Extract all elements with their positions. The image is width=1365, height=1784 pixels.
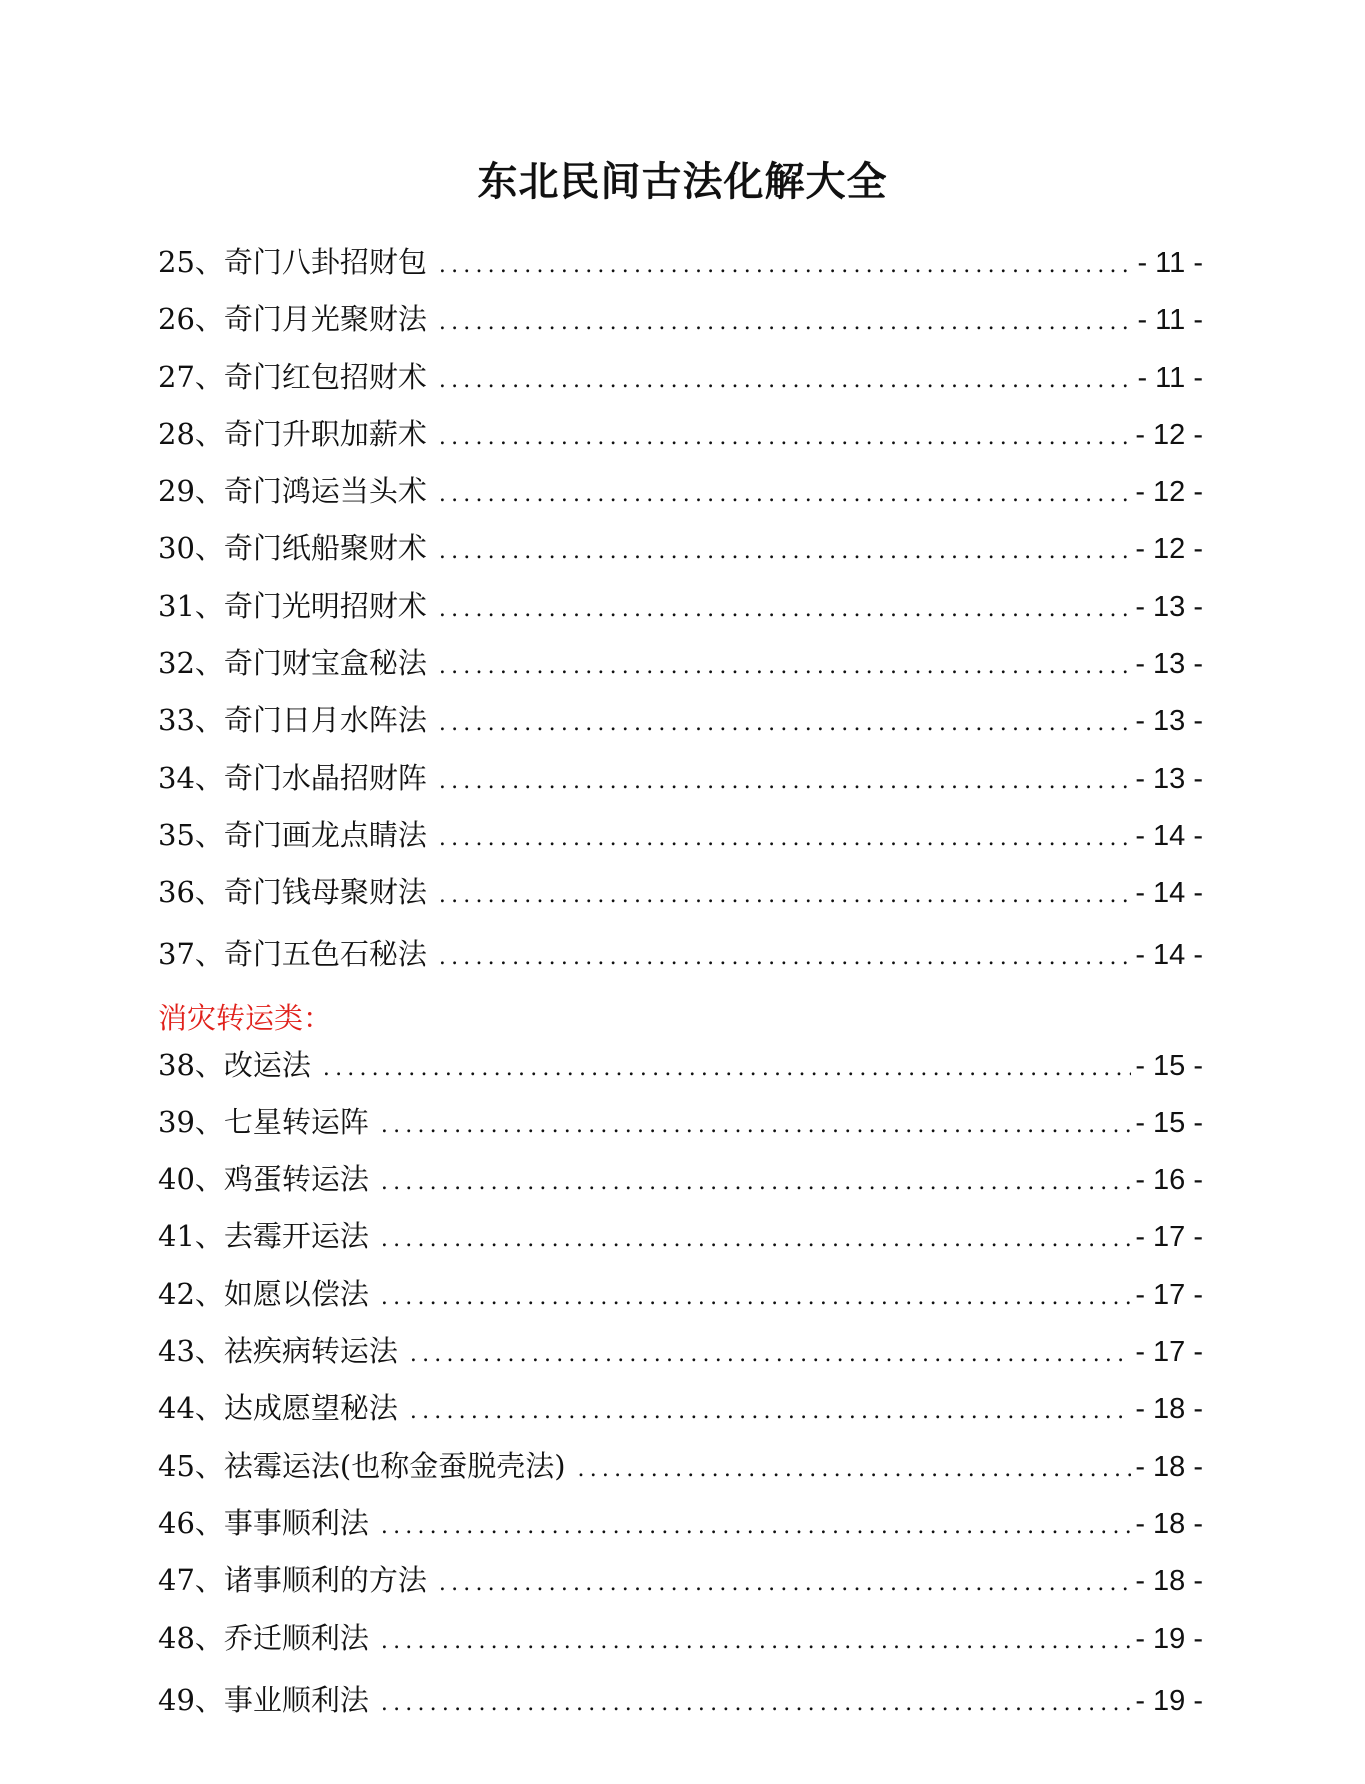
toc-entry[interactable] <box>158 698 1203 755</box>
dot-leader <box>410 1342 1131 1367</box>
toc-entry-label: 46、事事顺利法 <box>158 1505 369 1540</box>
toc-entry-page: - 18 - <box>1135 1565 1203 1598</box>
toc-entry-page: - 11 - <box>1137 361 1203 394</box>
dot-leader <box>381 1113 1131 1138</box>
toc-entry-page: - 12 - <box>1135 418 1203 451</box>
dot-leader <box>439 654 1131 679</box>
toc-entry-label: 49、事业顺利法 <box>158 1682 369 1717</box>
dot-leader <box>439 539 1131 564</box>
toc-entry[interactable] <box>158 1157 1203 1214</box>
toc-entry-page: - 17 - <box>1135 1221 1203 1254</box>
toc-entry[interactable] <box>158 1043 1203 1100</box>
dot-leader <box>381 1691 1131 1716</box>
toc-entry-page: - 18 - <box>1135 1393 1203 1426</box>
toc-entry-page: - 15 - <box>1135 1049 1203 1082</box>
toc-entry[interactable] <box>158 1678 1203 1735</box>
dot-leader <box>439 1571 1131 1596</box>
toc-entry-page: - 19 - <box>1135 1684 1203 1717</box>
toc-entry-label: 44、达成愿望秘法 <box>158 1391 398 1426</box>
toc-entry-page: - 15 - <box>1135 1106 1203 1139</box>
toc-entry[interactable] <box>158 1100 1203 1157</box>
dot-leader <box>439 253 1134 278</box>
toc-entry-label: 40、鸡蛋转运法 <box>158 1162 369 1197</box>
dot-leader <box>381 1514 1131 1539</box>
toc-entry-page: - 11 - <box>1137 304 1203 337</box>
toc-entry[interactable] <box>158 240 1203 297</box>
dot-leader <box>323 1056 1131 1081</box>
toc-entry[interactable] <box>158 870 1203 932</box>
dot-leader <box>439 482 1131 507</box>
dot-leader <box>439 769 1131 794</box>
toc-entry[interactable] <box>158 1501 1203 1558</box>
dot-leader <box>381 1285 1131 1310</box>
toc-entry[interactable] <box>158 1558 1203 1615</box>
toc-entry-page: - 13 - <box>1135 590 1203 623</box>
toc-entry-page: - 14 - <box>1135 819 1203 852</box>
toc-entry-label: 39、七星转运阵 <box>158 1104 369 1139</box>
dot-leader <box>439 597 1131 622</box>
toc-entry-page: - 13 - <box>1135 762 1203 795</box>
toc-entry[interactable] <box>158 1272 1203 1329</box>
dot-leader <box>410 1399 1131 1424</box>
toc-entry-label: 37、奇门五色石秘法 <box>158 937 427 972</box>
toc-entry-page: - 14 - <box>1135 877 1203 910</box>
toc-entry[interactable] <box>158 1616 1203 1678</box>
toc-entry-label: 34、奇门水晶招财阵 <box>158 760 427 795</box>
toc-entry-label: 33、奇门日月水阵法 <box>158 703 427 738</box>
dot-leader <box>439 310 1134 335</box>
toc-entry-page: - 14 - <box>1135 939 1203 972</box>
toc-entry[interactable] <box>158 1329 1203 1386</box>
toc-entry-page: - 19 - <box>1135 1622 1203 1655</box>
toc-entry[interactable] <box>158 412 1203 469</box>
dot-leader <box>439 883 1131 908</box>
toc-entry-label: 30、奇门纸船聚财术 <box>158 531 427 566</box>
toc-entry-label: 35、奇门画龙点睛法 <box>158 817 427 852</box>
toc-entry-page: - 11 - <box>1137 247 1203 279</box>
toc-entry[interactable] <box>158 1386 1203 1443</box>
toc-entry-page: - 18 - <box>1135 1507 1203 1540</box>
toc-entry[interactable] <box>158 1214 1203 1271</box>
toc-entry-page: - 17 - <box>1135 1278 1203 1311</box>
section-heading: 消灾转运类： <box>158 1000 333 1035</box>
toc-entry-label: 32、奇门财宝盒秘法 <box>158 646 427 681</box>
toc-entry-label: 48、乔迁顺利法 <box>158 1620 369 1655</box>
dot-leader <box>578 1457 1132 1482</box>
toc-entry-label: 27、奇门红包招财术 <box>158 359 427 394</box>
toc-entry-label: 42、如愿以偿法 <box>158 1276 369 1311</box>
toc-entry-page: - 12 - <box>1135 533 1203 566</box>
toc-entry-label: 45、祛霉运法(也称金蚕脱壳法) <box>158 1448 566 1483</box>
toc-entry-page: - 12 - <box>1135 476 1203 509</box>
toc-entry-page: - 16 - <box>1135 1164 1203 1197</box>
dot-leader <box>439 425 1131 450</box>
toc-entry-label: 38、改运法 <box>158 1047 311 1082</box>
toc-entry[interactable] <box>158 469 1203 526</box>
toc-entry[interactable] <box>158 584 1203 641</box>
toc-entry-page: - 13 - <box>1135 705 1203 738</box>
toc-entry-label: 36、奇门钱母聚财法 <box>158 875 427 910</box>
toc-entry-label: 28、奇门升职加薪术 <box>158 416 427 451</box>
toc-entry[interactable] <box>158 526 1203 583</box>
dot-leader <box>381 1170 1131 1195</box>
toc-entry[interactable] <box>158 932 1203 989</box>
dot-leader <box>439 945 1131 970</box>
toc-entry-label: 25、奇门八卦招财包 <box>158 245 427 279</box>
toc-entry[interactable] <box>158 756 1203 813</box>
table-of-contents <box>158 240 1203 1735</box>
dot-leader <box>439 711 1131 736</box>
toc-entry[interactable] <box>158 1444 1203 1501</box>
toc-entry-page: - 18 - <box>1135 1450 1203 1483</box>
toc-entry-label: 47、诸事顺利的方法 <box>158 1563 427 1598</box>
toc-entry-label: 43、祛疾病转运法 <box>158 1334 398 1369</box>
toc-entry-label: 31、奇门光明招财术 <box>158 588 427 623</box>
dot-leader <box>381 1227 1131 1252</box>
toc-entry-label: 26、奇门月光聚财法 <box>158 302 427 337</box>
toc-entry[interactable] <box>158 641 1203 698</box>
toc-entry-label: 41、去霉开运法 <box>158 1219 369 1254</box>
dot-leader <box>439 826 1131 851</box>
toc-entry-page: - 13 - <box>1135 648 1203 681</box>
toc-entry[interactable] <box>158 355 1203 412</box>
toc-entry-label: 29、奇门鸿运当头术 <box>158 474 427 509</box>
dot-leader <box>439 368 1134 393</box>
toc-entry[interactable] <box>158 297 1203 354</box>
dot-leader <box>381 1629 1131 1654</box>
toc-entry-page: - 17 - <box>1135 1336 1203 1369</box>
document-title: 东北民间古法化解大全 <box>477 159 888 205</box>
toc-entry[interactable] <box>158 813 1203 870</box>
